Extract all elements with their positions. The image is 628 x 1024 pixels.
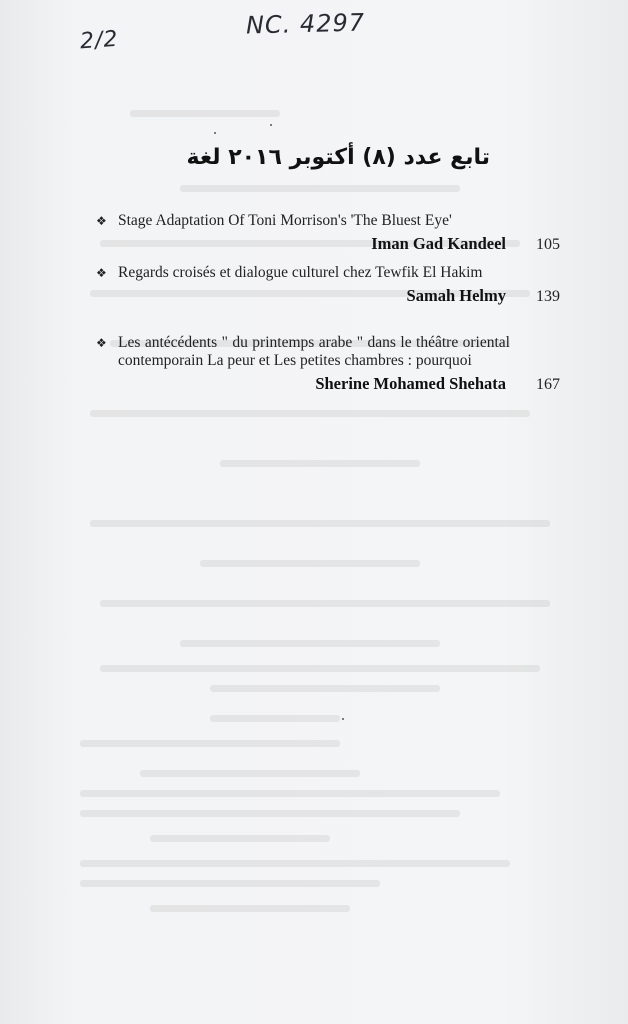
toc-entry <box>96 212 560 254</box>
entry-page-number: 105 <box>536 236 560 253</box>
ink-speck <box>214 132 216 134</box>
entry-author: Samah Helmy <box>406 286 506 305</box>
handwritten-catalog-number: NC. 4297 <box>245 8 366 40</box>
diamond-bullet-icon: ❖ <box>96 214 107 228</box>
diamond-bullet-icon: ❖ <box>96 336 107 350</box>
entry-title: Stage Adaptation Of Toni Morrison's 'The Bluest Eye' <box>118 212 452 229</box>
handwritten-page-mark: 2/2 <box>79 26 120 55</box>
entry-author: Sherine Mohamed Shehata <box>315 374 506 393</box>
issue-heading: تابع عدد (٨) أكتوبر ٢٠١٦ لغة <box>186 145 490 170</box>
entry-title: Les antécédents " du printemps arabe " dans le théâtre oriental contemporain La peur et Les petites chambres : pourquoi <box>118 334 510 369</box>
entry-page-number: 167 <box>536 376 560 393</box>
entry-title: Regards croisés et dialogue culturel chez Tewfik El Hakim <box>118 264 483 281</box>
ink-speck <box>270 124 272 126</box>
ink-speck <box>342 718 344 720</box>
diamond-bullet-icon: ❖ <box>96 266 107 280</box>
entry-author: Iman Gad Kandeel <box>371 234 506 253</box>
toc-entry <box>96 264 560 306</box>
entry-page-number: 139 <box>536 288 560 305</box>
toc-entry <box>96 334 560 394</box>
